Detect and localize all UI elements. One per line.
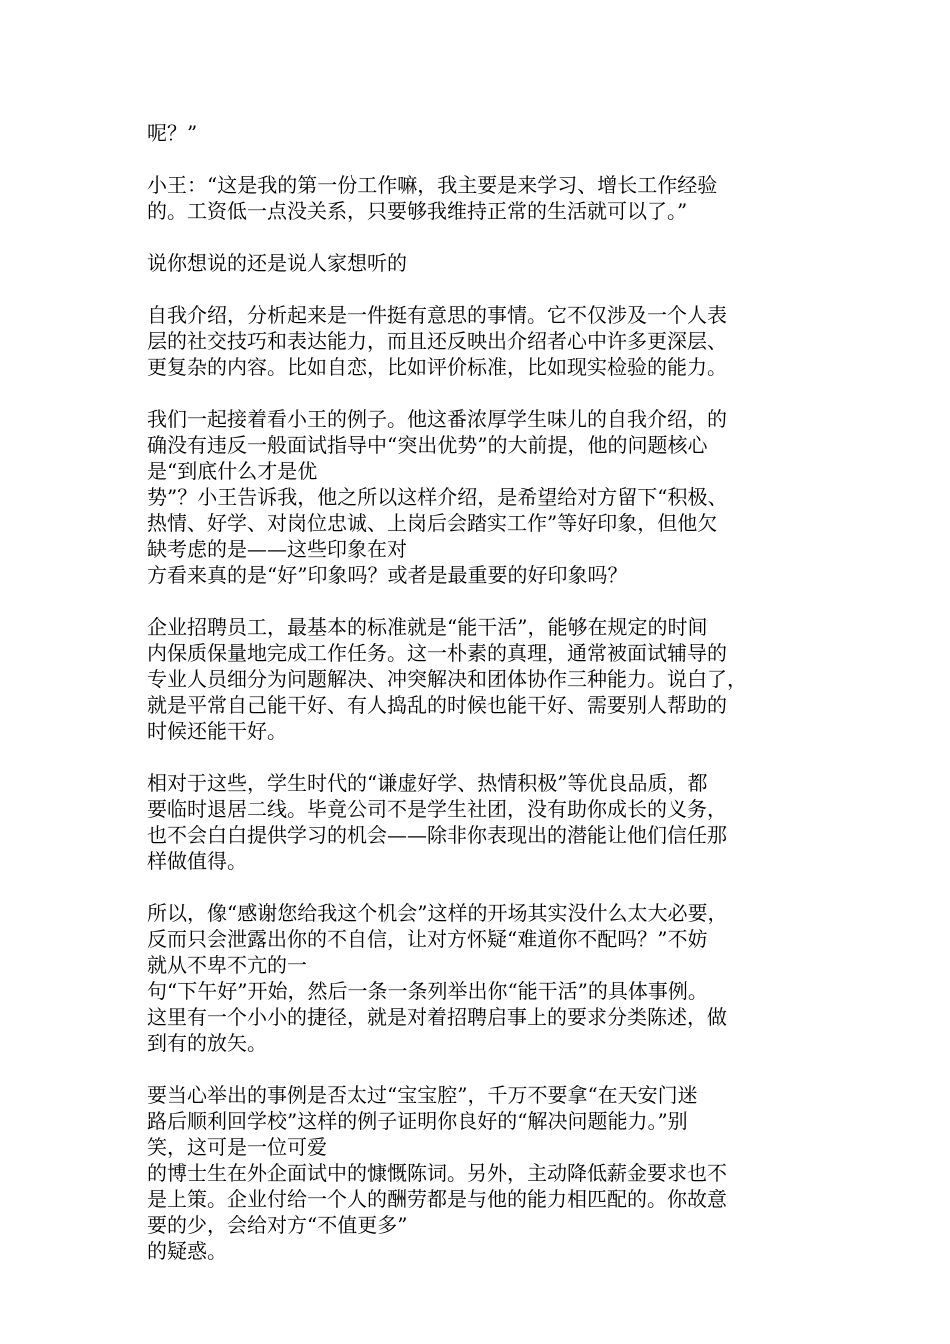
text-line: 句“下午好”开始，然后一条一条列举出你“能干活”的具体事例。	[147, 979, 708, 1003]
text-line: 呢？”	[147, 121, 198, 145]
text-line: 我们一起接着看小王的例子。他这番浓厚学生味儿的自我介绍，的	[147, 407, 727, 431]
text-line: 笑，这可是一位可爱	[147, 1135, 327, 1159]
text-line: 的。工资低一点没关系，只要够我维持正常的生活就可以了。”	[147, 199, 688, 223]
text-line: 确没有违反一般面试指导中“突出优势”的大前提，他的问题核心	[147, 433, 708, 457]
text-line: 要的少，会给对方“不值更多”	[147, 1213, 408, 1237]
paragraph	[147, 1082, 827, 1264]
text-line: 的疑惑。	[147, 1239, 227, 1263]
paragraph	[147, 770, 827, 874]
paragraph	[147, 614, 827, 744]
text-line: 所以，像“感谢您给我这个机会”这样的开场其实没什么太大必要，	[147, 901, 728, 925]
text-line: 缺考虑的是——这些印象在对	[147, 537, 407, 561]
text-line: 小王：“这是我的第一份工作嘛，我主要是来学习、增长工作经验	[147, 173, 718, 197]
text-line: 更复杂的内容。比如自恋，比如评价标准，比如现实检验的能力。	[147, 355, 727, 379]
paragraph	[147, 172, 827, 224]
text-line: 企业招聘员工，最基本的标准就是“能干活”，能够在规定的时间	[147, 615, 708, 639]
text-line: 势”？小王告诉我，他之所以这样介绍，是希望给对方留下“积极、	[147, 485, 728, 509]
paragraph	[147, 250, 827, 276]
text-line: 样做值得。	[147, 849, 247, 873]
text-line: 的博士生在外企面试中的慷慨陈词。另外，主动降低薪金要求也不	[147, 1161, 727, 1185]
text-line: 自我介绍，分析起来是一件挺有意思的事情。它不仅涉及一个人表	[147, 303, 727, 327]
text-line: 反而只会泄露出你的不自信，让对方怀疑“难道你不配吗？”不妨	[147, 927, 708, 951]
text-line: 就是平常自己能干好、有人捣乱的时候也能干好、需要别人帮助的	[147, 693, 727, 717]
text-line: 专业人员细分为问题解决、冲突解决和团体协作三种能力。说白了，	[147, 667, 747, 691]
text-line: 是“到底什么才是优	[147, 459, 318, 483]
text-line: 要临时退居二线。毕竟公司不是学生社团，没有助你成长的义务，	[147, 797, 727, 821]
text-line: 层的社交技巧和表达能力，而且还反映出介绍者心中许多更深层、	[147, 329, 727, 353]
text-line: 要当心举出的事例是否太过“宝宝腔”，千万不要拿“在天安门迷	[147, 1083, 698, 1107]
text-line: 相对于这些，学生时代的“谦虚好学、热情积极”等优良品质，都	[147, 771, 708, 795]
document-body	[147, 120, 827, 1290]
paragraph	[147, 900, 827, 1056]
paragraph	[147, 120, 827, 146]
text-line: 是上策。企业付给一个人的酬劳都是与他的能力相匹配的。你故意	[147, 1187, 727, 1211]
text-line: 说你想说的还是说人家想听的	[147, 251, 407, 275]
text-line: 路后顺利回学校”这样的例子证明你良好的“解决问题能力。”别	[147, 1109, 688, 1133]
text-line: 也不会白白提供学习的机会——除非你表现出的潜能让他们信任那	[147, 823, 727, 847]
text-line: 热情、好学、对岗位忠诚、上岗后会踏实工作”等好印象，但他欠	[147, 511, 718, 535]
text-line: 时候还能干好。	[147, 719, 287, 743]
paragraph	[147, 406, 827, 588]
text-line: 方看来真的是“好”印象吗？或者是最重要的好印象吗？	[147, 563, 628, 587]
paragraph	[147, 302, 827, 380]
text-line: 就从不卑不亢的一	[147, 953, 307, 977]
text-line: 到有的放矢。	[147, 1031, 267, 1055]
text-line: 这里有一个小小的捷径，就是对着招聘启事上的要求分类陈述，做	[147, 1005, 727, 1029]
text-line: 内保质保量地完成工作任务。这一朴素的真理，通常被面试辅导的	[147, 641, 727, 665]
